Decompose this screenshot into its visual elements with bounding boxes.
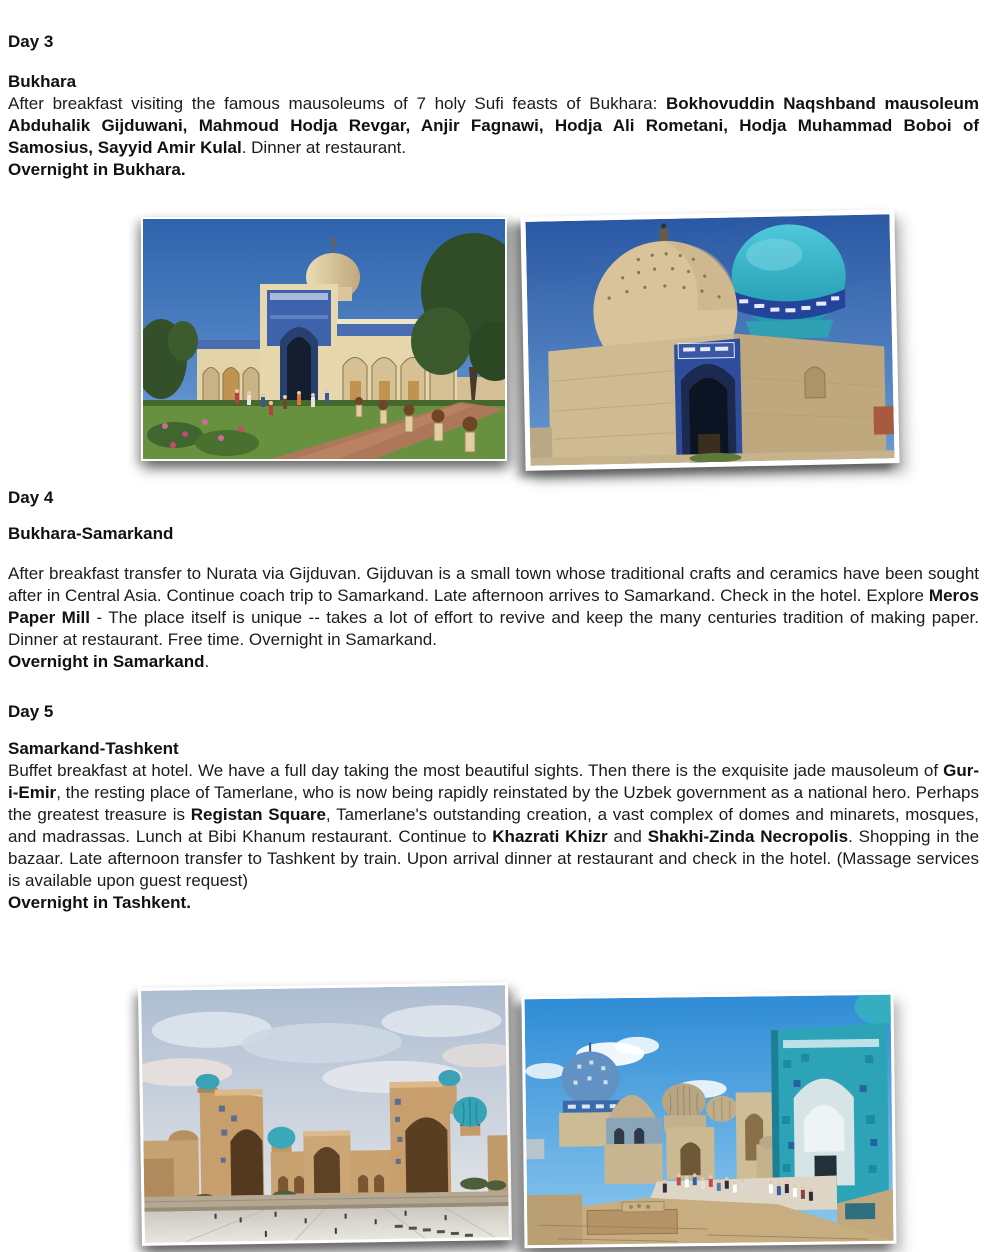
day-5-title: Samarkand-Tashkent	[8, 739, 179, 758]
day-3-heading: Day 3	[8, 32, 54, 51]
day-4-title: Bukhara-Samarkand	[8, 524, 174, 543]
day-5-overnight: Overnight in Tashkent.	[8, 893, 191, 912]
day-3-body: After breakfast visiting the famous mausoleums of 7 holy Sufi feasts of Bukhara: Bokhovuddin Naqshband mausoleum Abduhalik Gijduwani, Mahmoud Hodja Revgar, Anjir Fagnawi, Hodja Ali Rometani, Hodja Muhammad Boboi of Samosius, Sayyid Amir Kulal. Dinner at restaurant.	[8, 94, 979, 157]
day-5-heading: Day 5	[8, 702, 54, 721]
shakhi-zinda-illustration	[525, 995, 894, 1245]
day-4-heading: Day 4	[8, 488, 54, 507]
day-5-body: Buffet breakfast at hotel. We have a full day taking the most beautiful sights. Then there is the exquisite jade mausoleum of Gur-i-Emir, the resting place of Tamerlane, who is now being rapidly reinstated by the Uzbek government as a national hero. Perhaps the greatest treasure is Registan Square, Tamerlane's outstanding creation, a vast complex of domes and minarets, mosques, and madrassas. Lunch at Bibi Khanum restaurant. Continue to Khazrati Khizr and Shakhi-Zinda Necropolis. Shopping in the bazaar. Late afternoon transfer to Tashkent by train. Upon arrival dinner at restaurant and check in the hotel. (Massage services is available upon guest request)	[8, 761, 980, 890]
section-day-3	[8, 30, 979, 181]
photo-bukhara-naqshband-complex	[141, 217, 507, 461]
day-4-overnight: Overnight in Samarkand.	[8, 652, 210, 671]
photo-bukhara-turquoise-dome-mausoleum	[520, 209, 899, 471]
registan-square-illustration	[141, 985, 509, 1243]
photo-registan-square	[138, 982, 512, 1246]
bukhara-complex-illustration	[143, 219, 505, 459]
section-day-5	[8, 700, 979, 914]
turquoise-dome-mausoleum-illustration	[525, 214, 894, 466]
day-4-body: After breakfast transfer to Nurata via Gijduvan. Gijduvan is a small town whose traditional crafts and ceramics have been sought after in Central Asia. Continue coach trip to Samarkand. Late afternoon arrives to Samarkand. Check in the hotel. Explore Meros Paper Mill - The place itself is unique -- takes a lot of effort to revive and keep the many centuries tradition of making paper. Dinner at restaurant. Free time. Overnight in Samarkand.	[8, 564, 979, 649]
day-3-title: Bukhara	[8, 72, 77, 91]
section-day-4	[8, 486, 979, 673]
day-3-overnight: Overnight in Bukhara.	[8, 160, 186, 179]
photo-shakhi-zinda-necropolis	[521, 992, 896, 1249]
itinerary-text-column	[0, 30, 987, 914]
